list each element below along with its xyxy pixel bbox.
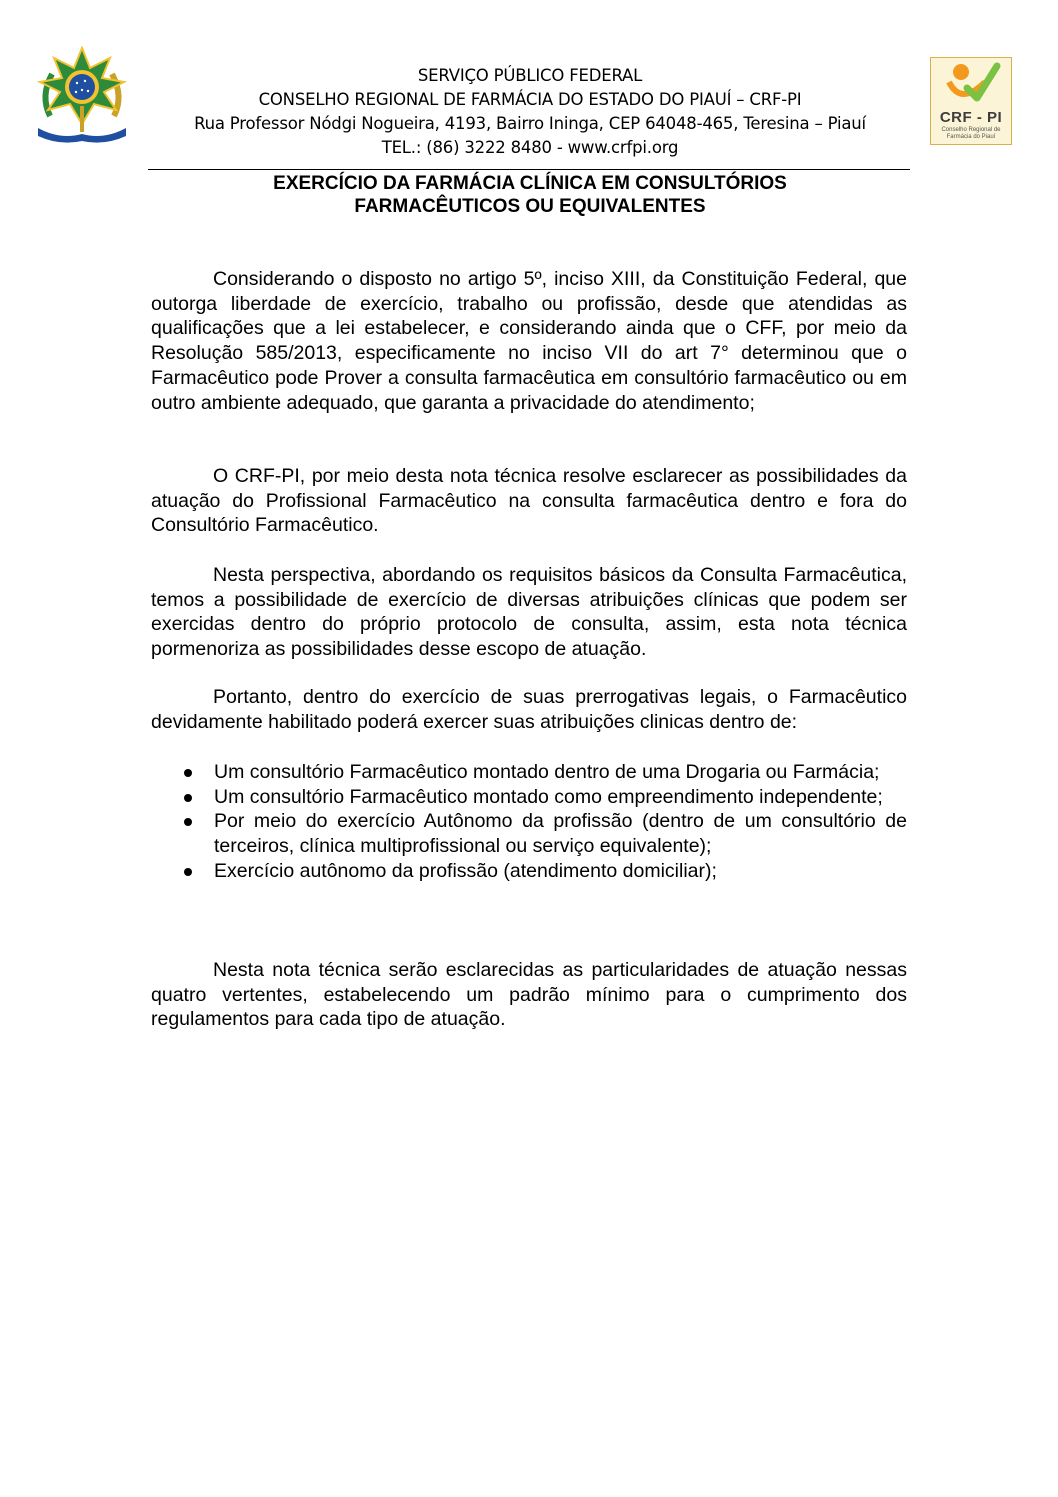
title-line-1: EXERCÍCIO DA FARMÁCIA CLÍNICA EM CONSULTÓRIOS: [273, 173, 787, 194]
bullet-icon: [184, 868, 192, 876]
letterhead: [150, 64, 910, 160]
bullet-icon: [184, 769, 192, 777]
coat-of-arms-icon: [30, 46, 134, 146]
paragraph-4: Portanto, dentro do exercício de suas prerrogativas legais, o Farmacêutico devidamente habilitado poderá exercer suas atribuições clinicas dentro de:: [151, 686, 907, 733]
bullet-icon: [184, 794, 192, 802]
list-item: Um consultório Farmacêutico montado como empreendimento independente;: [151, 785, 907, 810]
header-line-address: Rua Professor Nódgi Nogueira, 4193, Bairro Ininga, CEP 64048-465, Teresina – Piauí: [194, 114, 866, 133]
header-line-contact: TEL.: (86) 3222 8480 - www.crfpi.org: [381, 138, 679, 157]
paragraph-2: O CRF-PI, por meio desta nota técnica resolve esclarecer as possibilidades da atuação do Profissional Farmacêutico na consulta farmacêutica dentro e fora do Consultório Farmacêutico.: [151, 465, 907, 537]
header-line-council: CONSELHO REGIONAL DE FARMÁCIA DO ESTADO DO PIAUÍ – CRF-PI: [258, 90, 802, 109]
document-title: [150, 172, 910, 218]
crf-pi-logo: [930, 57, 1012, 145]
list-item: Por meio do exercício Autônomo da profissão (dentro de um consultório de terceiros, clínica multiprofissional ou serviço equivalente);: [151, 809, 907, 858]
list-item: Um consultório Farmacêutico montado dentro de uma Drogaria ou Farmácia;: [151, 760, 907, 785]
title-line-2: FARMACÊUTICOS OU EQUIVALENTES: [354, 196, 706, 217]
paragraph-3: Nesta perspectiva, abordando os requisitos básicos da Consulta Farmacêutica, temos a possibilidade de exercício de diversas atribuições clínicas que podem ser exercidas dentro do próprio protocolo de consulta, assim, esta nota técnica pormenoriza as possibilidades desse escopo de atuação.: [151, 564, 907, 661]
paragraph-1: Considerando o disposto no artigo 5º, inciso XIII, da Constituição Federal, que outorga liberdade de exercício, trabalho ou profissão, desde que atendidas as qualificações que a lei estabelecer, e considerando ainda que o CFF, por meio da Resolução 585/2013, especificamente no inciso VII do art 7° determinou que o Farmacêutico pode Prover a consulta farmacêutica em consultório farmacêutico ou em outro ambiente adequado, que garanta a privacidade do atendimento;: [151, 268, 907, 414]
bullet-list: [151, 760, 907, 884]
paragraph-5: Nesta nota técnica serão esclarecidas as particularidades de atuação nessas quatro vertentes, estabelecendo um padrão mínimo para o cumprimento dos regulamentos para cada tipo de atuação.: [151, 959, 907, 1031]
list-item: Exercício autônomo da profissão (atendimento domiciliar);: [151, 859, 907, 884]
bullet-icon: [184, 818, 192, 826]
crf-logo-subtext: Conselho Regional de Farmácia do Piauí: [941, 127, 1001, 140]
crf-logo-mark-icon: [931, 58, 1011, 110]
header-line-service: SERVIÇO PÚBLICO FEDERAL: [417, 66, 643, 85]
crf-logo-text: CRF - PI: [939, 109, 1003, 126]
header-divider: [148, 169, 910, 170]
